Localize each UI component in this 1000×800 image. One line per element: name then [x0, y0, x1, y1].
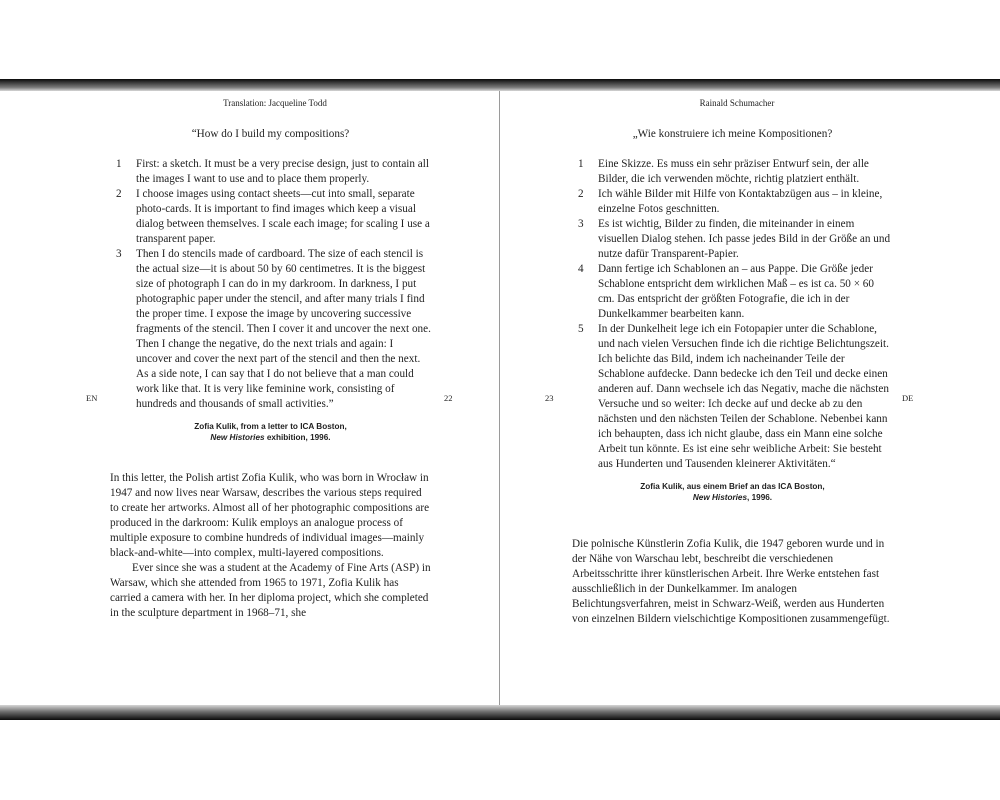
list-item	[572, 322, 893, 472]
step-number: 3	[116, 248, 122, 260]
page-number-left: 22	[444, 393, 453, 403]
page-number-right: 23	[545, 393, 554, 403]
source-title: New Histories	[210, 432, 265, 442]
list-item	[110, 187, 431, 247]
step-number: 5	[578, 323, 584, 335]
running-head-right: Rainald Schumacher	[699, 98, 775, 108]
left-page-column	[110, 127, 431, 621]
source-title: New Histories	[692, 492, 748, 502]
list-item	[572, 157, 893, 187]
body-paragraph: Ever since she was a student at the Academy of Fine Arts (ASP) in Warsaw, which she attended from 1965 to 1971, Zofia Kulik has carried a camera with her. In her diploma project, which she completed in the sculpture department in 1968–71, she	[110, 562, 431, 619]
body-paragraph: In this letter, the Polish artist Zofia Kulik, who was born in Wrocław in 1947 and now lives near Warsaw, describes the various steps required to create her artworks. Almost all of her photographic compositions are produced in the darkroom: Kulik employs an analogue process of multiple exposure to combine hundreds of individual images—mainly black-and-white—into complex, multi-layered compositions.	[110, 472, 430, 559]
step-number: 1	[578, 158, 584, 170]
source-line-1: Zofia Kulik, aus einem Brief an das ICA Boston,	[640, 482, 825, 491]
list-item	[572, 187, 893, 217]
step-text: Dann fertige ich Schablonen an – aus Pappe. Die Größe jeder Schablone entspricht dem wirklichen Maß – es ist ca. 50 × 60 cm. Das entspricht der größten Fotografie, die ich in der Dunkelkammer bearbeiten kann.	[598, 263, 874, 320]
step-number: 1	[116, 158, 122, 170]
quote-question: “How do I build my compositions?	[191, 128, 350, 140]
book-spread	[0, 91, 1000, 705]
source-line-1: Zofia Kulik, from a letter to ICA Boston,	[194, 422, 347, 431]
right-page-column	[572, 127, 893, 627]
spine-gutter	[499, 91, 500, 705]
step-number: 2	[116, 188, 122, 200]
quote-question: „Wie konstruiere ich meine Kompositionen?	[632, 128, 833, 140]
step-text: In der Dunkelheit lege ich ein Fotopapier unter die Schablone, und nach vielen Versuchen finde ich die richtige Belichtungszeit. Ich belichte das Bild, indem ich nacheinander Teile der Schablone aufdecke. Dann bedecke ich den Teil und decke einen anderen auf. Dann wechsele ich das Negativ, mache die nächsten Versuche und so weiter: Ich decke auf und decke ab zu den nächsten und den nächsten Teilen der Schablone. Nebenbei kann ich behaupten, dass ich nicht glaube, dass ein Mann eine solche Arbeit tun könnte. Es ist eine sehr weibliche Arbeit: Sie besteht aus Hunderten und Tausenden kleinerer Aktivitäten.“	[598, 323, 889, 470]
quote-source	[110, 422, 431, 443]
source-line-2: , 1996.	[747, 492, 773, 502]
running-head-left: Translation: Jacqueline Todd	[223, 98, 327, 108]
step-text: I choose images using contact sheets—cut into small, separate photo-cards. It is important to find images which keep a visual dialog between themselves. I scale each image; for scaling I use a transparent paper.	[136, 188, 430, 245]
steps-list	[110, 157, 431, 412]
quote-source	[572, 482, 893, 503]
step-text: Then I do stencils made of cardboard. The size of each stencil is the actual size—it is about 50 by 60 centimetres. It is the biggest size of photograph I can do in my darkroom. In darkness, I put photographic paper under the stencil, and after many trials I find the proper time. I expose the image by uncovering successive fragments of the stencil. Then I cover it and uncover the next one. Then I change the negative, do the next trials and again: I uncover and cover the next part of the stencil and then the next. As a side note, I can say that I do not believe that a man could work like that. It is very like feminine work, consisting of hundreds and thousands of small activities.”	[136, 248, 431, 410]
step-text: Ich wähle Bilder mit Hilfe von Kontaktabzügen aus – in kleine, einzelne Fotos geschnitten.	[598, 188, 883, 215]
list-item	[572, 262, 893, 322]
language-label-de: DE	[902, 393, 914, 403]
list-item	[110, 247, 431, 412]
viewer-top-edge	[0, 79, 1000, 91]
step-text: Eine Skizze. Es muss ein sehr präziser Entwurf sein, der alle Bilder, die ich verwenden möchte, richtig platziert enthält.	[598, 158, 869, 185]
step-number: 3	[578, 218, 584, 230]
source-line-2: exhibition, 1996.	[264, 432, 331, 442]
step-number: 4	[578, 263, 584, 275]
step-text: First: a sketch. It must be a very precise design, just to contain all the images I want to use and to place them properly.	[136, 158, 429, 185]
step-number: 2	[578, 188, 584, 200]
step-text: Es ist wichtig, Bilder zu finden, die miteinander in einem visuellen Dialog stehen. Ich passe jedes Bild in der Größe an und nutze dafür Transparent-Papier.	[598, 218, 891, 260]
body-paragraph: Die polnische Künstlerin Zofia Kulik, die 1947 geboren wurde und in der Nähe von Warschau lebt, beschreibt die verschiedenen Arbeitsschritte ihrer künstlerischen Arbeit. Ihre Werke entstehen fast ausschließlich in der Dunkelkammer. Im analogen Belichtungsverfahren, meist in Schwarz-Weiß, werden aus Hunderten von einzelnen Bildern vielschichtige Kompositionen zusammengefügt.	[572, 538, 890, 625]
viewer-bottom-edge	[0, 705, 1000, 720]
list-item	[572, 217, 893, 262]
steps-list	[572, 157, 893, 472]
language-label-en: EN	[86, 393, 98, 403]
list-item	[110, 157, 431, 187]
